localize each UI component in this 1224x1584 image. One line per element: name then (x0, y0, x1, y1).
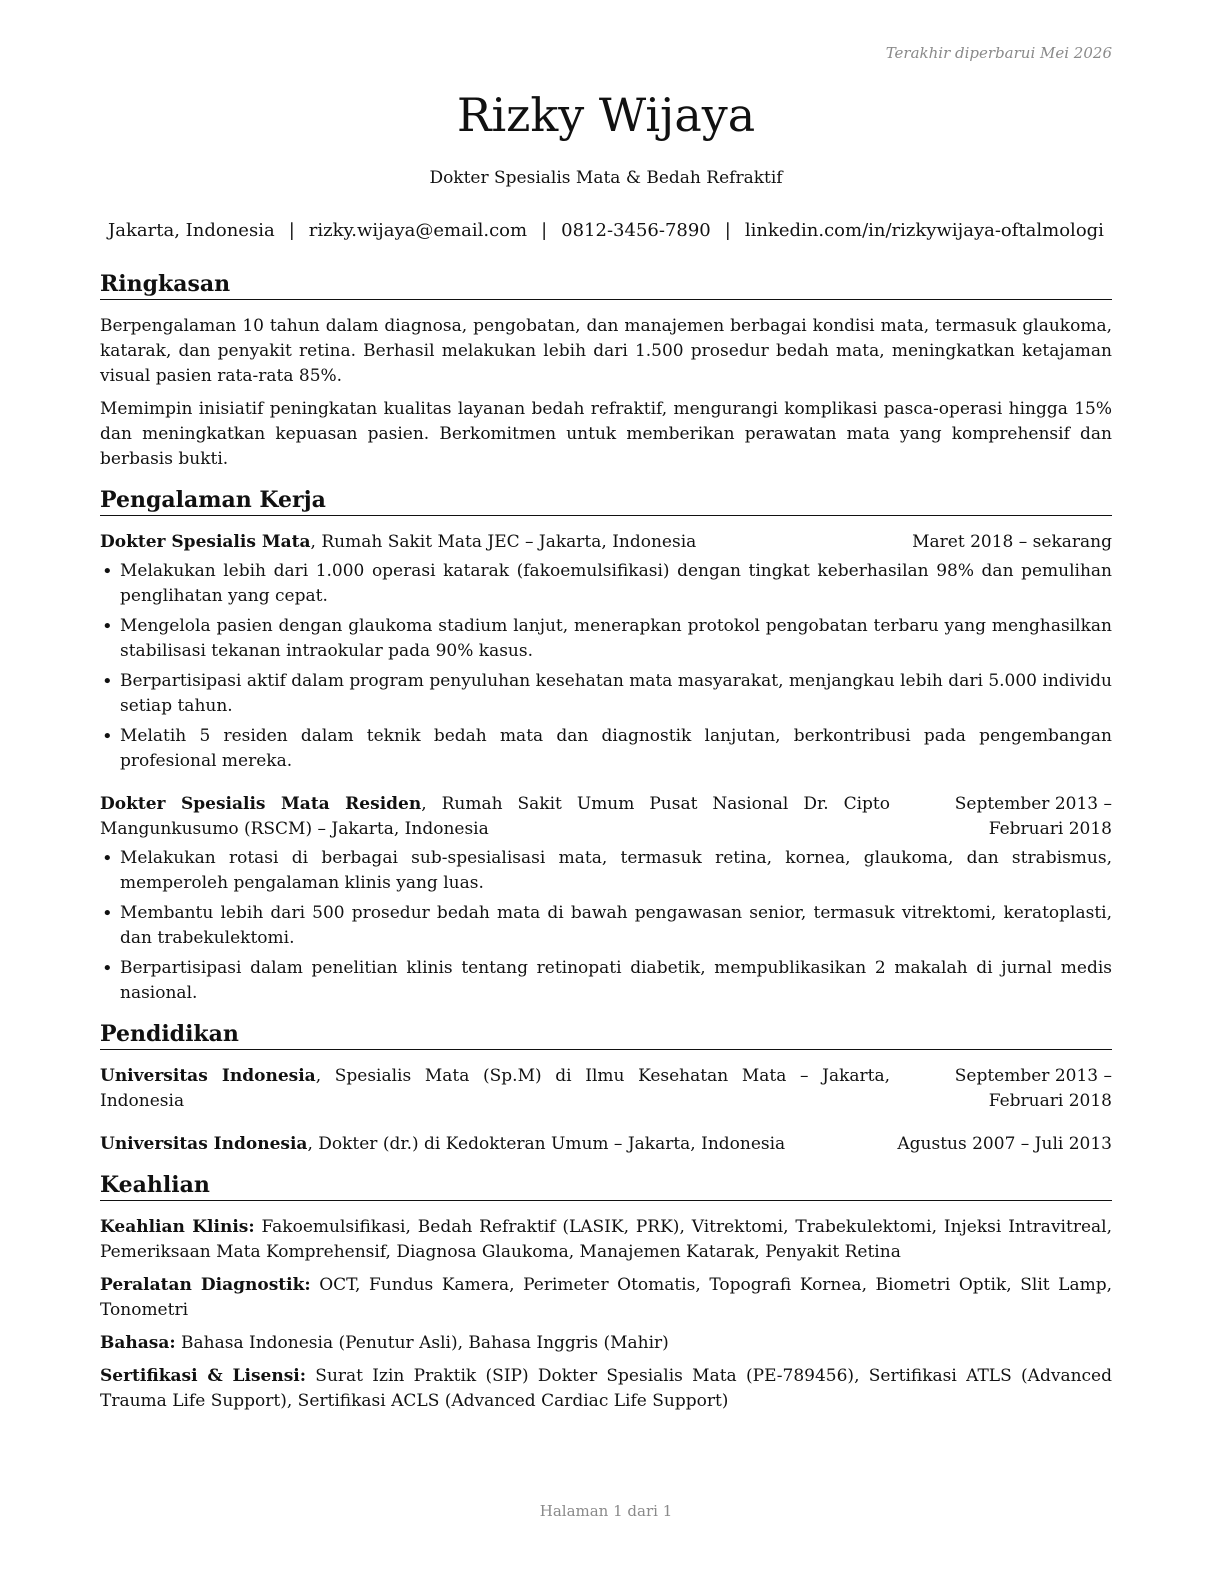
job-role: Dokter Spesialis Mata (100, 532, 311, 552)
education-school: Universitas Indonesia (100, 1134, 308, 1154)
skill-text: OCT, Fundus Kamera, Perimeter Otomatis, Topografi Kornea, Biometri Optik, Slit Lamp, Tonometri (100, 1275, 1112, 1320)
section-title-skills: Keahlian (100, 1171, 1112, 1201)
education-header (100, 1064, 1112, 1114)
candidate-name: Rizky Wijaya (456, 88, 756, 142)
contact-phone: 0812-3456-7890 (561, 220, 711, 241)
education-header (100, 1132, 1112, 1157)
job-bullet: • Melakukan lebih dari 1.000 operasi katarak (fakoemulsifikasi) dengan tingkat keberhasilan 98% dan pemulihan penglihatan yang cepat. (100, 559, 1112, 609)
job-bullet: • Berpartisipasi dalam penelitian klinis tentang retinopati diabetik, mempublikasikan 2 makalah di jurnal medis nasional. (100, 956, 1112, 1006)
resume-content (100, 270, 1112, 1428)
headline: Dokter Spesialis Mata & Bedah Refraktif (429, 168, 783, 188)
skill-text: Bahasa Indonesia (Penutur Asli), Bahasa Inggris (Mahir) (175, 1333, 669, 1353)
education-detail: , Dokter (dr.) di Kedokteran Umum – Jakarta, Indonesia (307, 1134, 786, 1154)
skill-item (100, 1273, 1112, 1323)
job-bullet: • Melakukan rotasi di berbagai sub-spesialisasi mata, termasuk retina, kornea, glaukoma, dan strabismus, memperoleh pengalaman klinis yang luas. (100, 846, 1112, 896)
section-title-education: Pendidikan (100, 1020, 1112, 1050)
job-org: , Rumah Sakit Mata JEC – Jakarta, Indonesia (310, 532, 697, 552)
contact-separator: | (724, 220, 731, 241)
page-footer: Halaman 1 dari 1 (539, 1502, 673, 1520)
education-school: Universitas Indonesia (100, 1066, 316, 1086)
job-bullets (100, 559, 1112, 774)
contact-location: Jakarta, Indonesia (108, 220, 275, 241)
section-title-experience: Pengalaman Kerja (100, 486, 1112, 516)
education-entry (100, 1064, 1112, 1114)
job-bullet: • Berpartisipasi aktif dalam program penyuluhan kesehatan mata masyarakat, menjangkau lebih dari 5.000 individu setiap tahun. (100, 669, 1112, 719)
skill-text: Surat Izin Praktik (SIP) Dokter Spesialis Mata (PE-789456), Sertifikasi ATLS (Advanced Trauma Life Support), Sertifikasi ACLS (Advanced Cardiac Life Support) (100, 1366, 1112, 1411)
resume-page (100, 0, 1112, 1584)
job-bullet: • Melatih 5 residen dalam teknik bedah mata dan diagnostik lanjutan, berkontribusi pada pengembangan profesional mereka. (100, 724, 1112, 774)
contact-line (100, 220, 1112, 241)
job-org: , Rumah Sakit Umum Pusat Nasional Dr. Cipto Mangunkusumo (RSCM) – Jakarta, Indonesia (100, 794, 890, 839)
skill-label: Sertifikasi & Lisensi: (100, 1366, 306, 1386)
education-dates: September 2013 – Februari 2018 (954, 1066, 1112, 1111)
job-role: Dokter Spesialis Mata Residen (100, 794, 422, 814)
summary-section (100, 270, 1112, 472)
contact-separator: | (288, 220, 295, 241)
job-dates: September 2013 – Februari 2018 (954, 794, 1112, 839)
education-dates: Agustus 2007 – Juli 2013 (897, 1134, 1112, 1154)
contact-email[interactable]: rizky.wijaya@email.com (308, 220, 528, 241)
job-header (100, 530, 1112, 555)
skill-label: Bahasa: (100, 1333, 176, 1353)
summary-paragraph: Memimpin inisiatif peningkatan kualitas layanan bedah refraktif, mengurangi komplikasi pasca-operasi hingga 15% dan meningkatkan kepuasan pasien. Berkomitmen untuk memberikan perawatan mata yang komprehensif dan berbasis bukti. (100, 399, 1112, 469)
section-title-summary: Ringkasan (100, 270, 1112, 300)
job-header (100, 792, 1112, 842)
education-detail: , Spesialis Mata (Sp.M) di Ilmu Kesehatan Mata – Jakarta, Indonesia (100, 1066, 891, 1111)
job-bullet: • Mengelola pasien dengan glaukoma stadium lanjut, menerapkan protokol pengobatan terbaru yang menghasilkan stabilisasi tekanan intraokular pada 90% kasus. (100, 614, 1112, 664)
skills-section (100, 1171, 1112, 1414)
experience-section (100, 486, 1112, 1006)
skill-item (100, 1331, 1112, 1356)
education-entry (100, 1132, 1112, 1157)
job-entry (100, 792, 1112, 1006)
skill-item (100, 1215, 1112, 1265)
skill-label: Keahlian Klinis: (100, 1217, 255, 1237)
skill-text: Fakoemulsifikasi, Bedah Refraktif (LASIK, PRK), Vitrektomi, Trabekulektomi, Injeksi Intravitreal, Pemeriksaan Mata Komprehensif, Diagnosa Glaukoma, Manajemen Katarak, Penyakit Retina (100, 1217, 1112, 1262)
skill-item (100, 1364, 1112, 1414)
last-updated: Terakhir diperbarui Mei 2026 (885, 44, 1112, 62)
education-section (100, 1020, 1112, 1157)
job-entry (100, 530, 1112, 774)
job-dates: Maret 2018 – sekarang (912, 532, 1112, 552)
contact-linkedin[interactable]: linkedin.com/in/rizkywijaya-oftalmologi (744, 220, 1104, 241)
summary-paragraph: Berpengalaman 10 tahun dalam diagnosa, pengobatan, dan manajemen berbagai kondisi mata, termasuk glaukoma, katarak, dan penyakit retina. Berhasil melakukan lebih dari 1.500 prosedur bedah mata, meningkatkan ketajaman visual pasien rata-rata 85%. (100, 316, 1112, 386)
job-bullets (100, 846, 1112, 1006)
job-bullet: • Membantu lebih dari 500 prosedur bedah mata di bawah pengawasan senior, termasuk vitrektomi, keratoplasti, dan trabekulektomi. (100, 901, 1112, 951)
contact-separator: | (541, 220, 548, 241)
skill-label: Peralatan Diagnostik: (100, 1275, 311, 1295)
